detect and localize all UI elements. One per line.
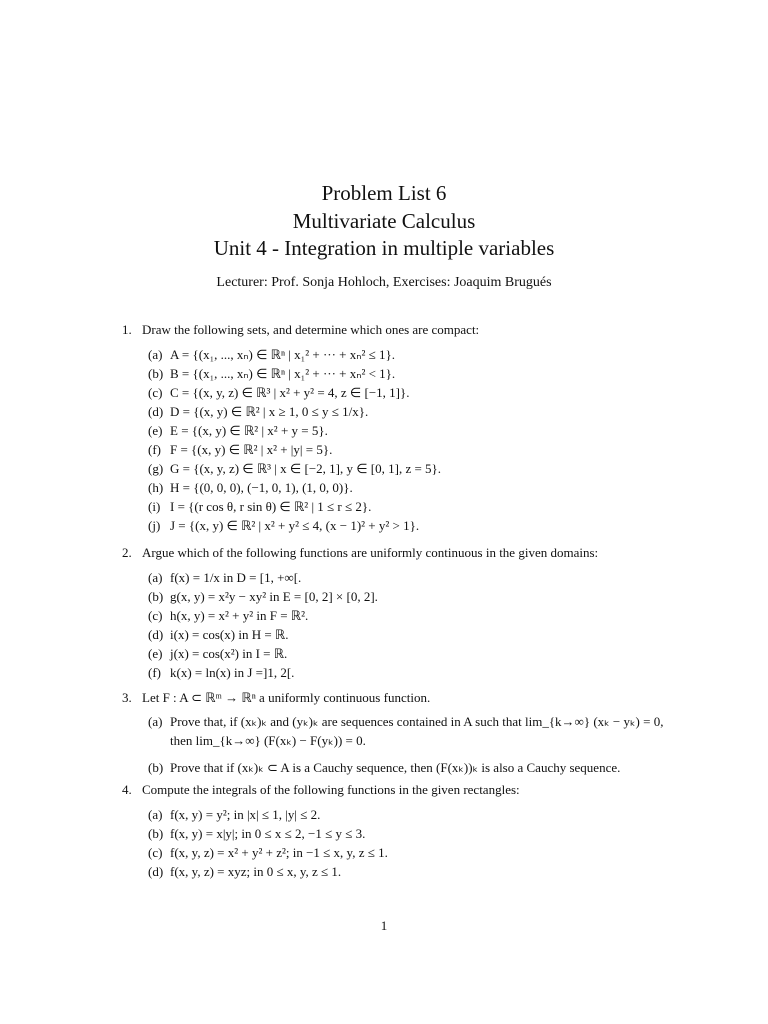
item-label: (a): [148, 714, 163, 729]
item-text: f(x) = 1/x in D = [1, +∞[.: [170, 570, 302, 585]
problem-4-items: [148, 805, 708, 881]
item-text: A = {(x₁, ..., xₙ) ∈ ℝⁿ | x₁² + ··· + xₙ² ≤ 1}.: [170, 347, 395, 362]
list-item: [148, 824, 708, 843]
title-line-2: Multivariate Calculus: [292, 209, 476, 233]
list-item: [148, 421, 708, 440]
item-label: (j): [148, 518, 161, 533]
problem-text: Let F : A ⊂ ℝᵐ → ℝⁿ a uniformly continuous function.: [142, 690, 431, 705]
item-label: (i): [148, 499, 161, 514]
page-number: 1: [380, 918, 388, 933]
item-text: then lim_{k→∞} (F(xₖ) − F(yₖ)) = 0.: [170, 733, 366, 748]
list-item: [148, 516, 708, 535]
item-text: C = {(x, y, z) ∈ ℝ³ | x² + y² = 4, z ∈ [−1, 1]}.: [170, 385, 410, 400]
problem-text: Compute the integrals of the following functions in the given rectangles:: [142, 782, 520, 797]
problem-3: [122, 690, 682, 706]
item-text: F = {(x, y) ∈ ℝ² | x² + |y| = 5}.: [170, 442, 333, 457]
item-text: H = {(0, 0, 0), (−1, 0, 1), (1, 0, 0)}.: [170, 480, 353, 495]
problem-text: Argue which of the following functions are uniformly continuous in the given domains:: [142, 545, 599, 560]
problem-number: 3.: [122, 690, 132, 705]
item-label: (d): [148, 864, 164, 879]
list-item: [148, 843, 708, 862]
list-item: [148, 758, 708, 777]
item-label: (h): [148, 480, 164, 495]
problem-2-items: [148, 568, 708, 682]
list-item: [148, 731, 708, 750]
item-label: (b): [148, 760, 164, 775]
problem-number: 4.: [122, 782, 132, 797]
problem-number: 1.: [122, 322, 132, 337]
item-label: (d): [148, 404, 164, 419]
list-item: [148, 606, 708, 625]
list-item: [148, 805, 708, 824]
problem-text: Draw the following sets, and determine which ones are compact:: [142, 322, 480, 337]
problem-1-items: [148, 345, 708, 535]
item-label: (a): [148, 570, 163, 585]
list-item: [148, 440, 708, 459]
item-label: (d): [148, 627, 164, 642]
item-label: (c): [148, 845, 163, 860]
lecturer-line: Lecturer: Prof. Sonja Hohloch, Exercises: Joaquim Brugués: [216, 275, 552, 290]
list-item: [148, 383, 708, 402]
title-line-3: Unit 4 - Integration in multiple variables: [213, 236, 555, 260]
list-item: [148, 663, 708, 682]
item-text: D = {(x, y) ∈ ℝ² | x ≥ 1, 0 ≤ y ≤ 1/x}.: [170, 404, 369, 419]
item-label: (b): [148, 826, 164, 841]
list-item: [148, 478, 708, 497]
item-text: f(x, y, z) = x² + y² + z²; in −1 ≤ x, y, z ≤ 1.: [170, 845, 388, 860]
item-label: (b): [148, 589, 164, 604]
item-text: E = {(x, y) ∈ ℝ² | x² + y = 5}.: [170, 423, 328, 438]
item-label: (b): [148, 366, 164, 381]
item-text: Prove that if (xₖ)ₖ ⊂ A is a Cauchy sequence, then (F(xₖ))ₖ is also a Cauchy sequence.: [170, 760, 621, 775]
item-label: (f): [148, 442, 161, 457]
list-item: [148, 712, 708, 731]
item-text: B = {(x₁, ..., xₙ) ∈ ℝⁿ | x₁² + ··· + xₙ² < 1}.: [170, 366, 396, 381]
item-text: G = {(x, y, z) ∈ ℝ³ | x ∈ [−2, 1], y ∈ [0, 1], z = 5}.: [170, 461, 442, 476]
problem-3-items: [148, 712, 708, 777]
item-text: J = {(x, y) ∈ ℝ² | x² + y² ≤ 4, (x − 1)² + y² > 1}.: [170, 518, 420, 533]
list-item: [148, 625, 708, 644]
problem-number: 2.: [122, 545, 132, 560]
item-text: f(x, y) = y²; in |x| ≤ 1, |y| ≤ 2.: [170, 807, 321, 822]
item-label: (e): [148, 646, 163, 661]
problem-4: [122, 782, 682, 798]
item-text: h(x, y) = x² + y² in F = ℝ².: [170, 608, 309, 623]
item-text: I = {(r cos θ, r sin θ) ∈ ℝ² | 1 ≤ r ≤ 2}.: [170, 499, 372, 514]
list-item: [148, 497, 708, 516]
item-label: (c): [148, 385, 163, 400]
item-text: f(x, y) = x|y|; in 0 ≤ x ≤ 2, −1 ≤ y ≤ 3.: [170, 826, 366, 841]
item-label: (e): [148, 423, 163, 438]
item-text: f(x, y, z) = xyz; in 0 ≤ x, y, z ≤ 1.: [170, 864, 342, 879]
problem-1: [122, 322, 682, 338]
item-text: i(x) = cos(x) in H = ℝ.: [170, 627, 289, 642]
list-item: [148, 587, 708, 606]
item-label: (a): [148, 347, 163, 362]
item-label: (a): [148, 807, 163, 822]
item-label: (c): [148, 608, 163, 623]
list-item: [148, 568, 708, 587]
list-item: [148, 402, 708, 421]
item-text: Prove that, if (xₖ)ₖ and (yₖ)ₖ are sequences contained in A such that lim_{k→∞} (xₖ − yₖ) = 0,: [170, 714, 664, 729]
item-label: (f): [148, 665, 161, 680]
item-label: (g): [148, 461, 164, 476]
list-item: [148, 364, 708, 383]
list-item: [148, 644, 708, 663]
list-item: [148, 459, 708, 478]
problem-2: [122, 545, 682, 561]
list-item: [148, 345, 708, 364]
item-text: g(x, y) = x²y − xy² in E = [0, 2] × [0, 2].: [170, 589, 378, 604]
list-item: [148, 862, 708, 881]
item-text: j(x) = cos(x²) in I = ℝ.: [170, 646, 288, 661]
title-line-1: Problem List 6: [321, 181, 447, 205]
item-text: k(x) = ln(x) in J =]1, 2[.: [170, 665, 295, 680]
